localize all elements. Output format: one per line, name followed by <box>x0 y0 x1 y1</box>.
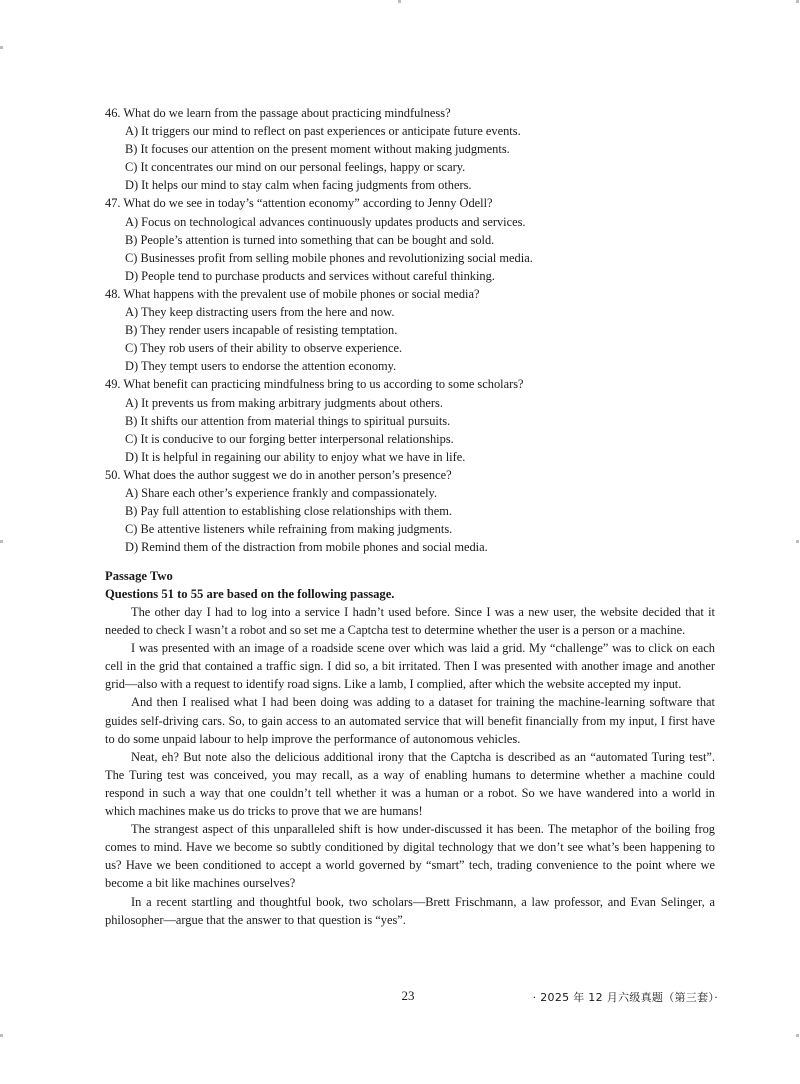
passage-title: Passage Two <box>105 569 173 583</box>
question-stem: 47. What do we see in today’s “attention economy” according to Jenny Odell? <box>105 196 493 211</box>
option-a: A) It prevents us from making arbitrary judgments about others. <box>125 395 443 410</box>
page-number: 23 <box>401 988 415 1003</box>
option-d: D) They tempt users to endorse the attention economy. <box>125 359 397 374</box>
passage-paragraph: The other day I had to log into a service I hadn’t used before. Since I was a new user, the website decided that it needed to check I wasn’t a robot and so set me a Captcha test to determine whether the user is a person or a machine. <box>105 605 715 638</box>
option-c: C) Businesses profit from selling mobile phones and revolutionizing social media. <box>125 250 533 265</box>
option-b: B) People’s attention is turned into something that can be bought and sold. <box>125 232 495 247</box>
passage-paragraph: The strangest aspect of this unparalleled shift is how under-discussed it has been. The metaphor of the boiling frog comes to mind. Have we become so subtly conditioned by digital technology that we don’t see what’s been happening to us? Have we been conditioned to accept a world governed by “smart” tech, trading convenience to the point where we become a bit like machines ourselves? <box>105 822 715 891</box>
reading-passage <box>105 568 715 929</box>
option-a: A) It triggers our mind to reflect on past experiences or anticipate future events. <box>125 124 521 139</box>
passage-directions: Questions 51 to 55 are based on the following passage. <box>105 586 395 601</box>
option-d: D) It helps our mind to stay calm when facing judgments from others. <box>125 178 472 193</box>
question-stem: 49. What benefit can practicing mindfulness bring to us according to some scholars? <box>105 377 524 392</box>
option-d: D) People tend to purchase products and services without careful thinking. <box>125 268 495 283</box>
passage-paragraph: And then I realised what I had been doing was adding to a dataset for training the machine-learning software that guides self-driving cars. So, to gain access to an automated service that will benefit financially from my input, I first have to do some unpaid labour to help improve the performance of autonomous vehicles. <box>105 695 715 746</box>
option-b: B) It shifts our attention from material things to spiritual pursuits. <box>125 413 451 428</box>
option-d: D) Remind them of the distraction from mobile phones and social media. <box>125 540 488 555</box>
option-d: D) It is helpful in regaining our ability to enjoy what we have in life. <box>125 449 466 464</box>
question-46 <box>105 104 725 194</box>
crop-mark <box>796 540 799 543</box>
option-c: C) Be attentive listeners while refraining from making judgments. <box>125 522 453 537</box>
option-b: B) It focuses our attention on the present moment without making judgments. <box>125 142 510 157</box>
option-b: B) Pay full attention to establishing close relationships with them. <box>125 504 452 519</box>
passage-paragraph: I was presented with an image of a roadside scene over which was laid a grid. My “challenge” was to click on each cell in the grid that contained a traffic sign. I did so, a bit irritated. Then I was presented with another image and another grid—also with a request to identify road signs. Like a lamb, I complied, after which the website accepted my input. <box>105 641 715 692</box>
option-c: C) They rob users of their ability to observe experience. <box>125 341 403 356</box>
option-a: A) Share each other’s experience frankly and compassionately. <box>125 485 438 500</box>
option-a: A) They keep distracting users from the here and now. <box>125 305 395 320</box>
crop-mark <box>398 0 401 3</box>
crop-mark <box>0 540 3 543</box>
question-47 <box>105 194 725 284</box>
option-a: A) Focus on technological advances continuously updates products and services. <box>125 214 526 229</box>
question-48 <box>105 285 725 375</box>
question-stem: 46. What do we learn from the passage about practicing mindfulness? <box>105 106 451 120</box>
crop-mark <box>796 0 799 3</box>
passage-paragraph: Neat, eh? But note also the delicious additional irony that the Captcha is described as an “automated Turing test”. The Turing test was conceived, you may recall, as a way of enabling humans to determine whether a machine could respond in such a way that one couldn’t tell whether it was a human or a robot. So we have wandered into a world in which machines make us do tricks to prove that we are humans! <box>105 749 715 819</box>
question-50 <box>105 466 725 556</box>
option-c: C) It is conducive to our forging better interpersonal relationships. <box>125 431 454 446</box>
exam-footer-label: · 2025 年 12 月六级真题（第三套）· <box>532 991 718 1004</box>
crop-mark <box>0 46 3 49</box>
crop-mark <box>796 1034 799 1037</box>
option-b: B) They render users incapable of resisting temptation. <box>125 323 398 338</box>
crop-mark <box>0 1034 3 1037</box>
question-stem: 50. What does the author suggest we do in another person’s presence? <box>105 467 452 482</box>
option-c: C) It concentrates our mind on our personal feelings, happy or scary. <box>125 160 466 175</box>
passage-paragraph: In a recent startling and thoughtful book, two scholars—Brett Frischmann, a law professor, and Evan Selinger, a philosopher—argue that the answer to that question is “yes”. <box>105 894 715 927</box>
question-49 <box>105 375 725 465</box>
question-list <box>105 104 725 556</box>
question-stem: 48. What happens with the prevalent use of mobile phones or social media? <box>105 286 480 301</box>
